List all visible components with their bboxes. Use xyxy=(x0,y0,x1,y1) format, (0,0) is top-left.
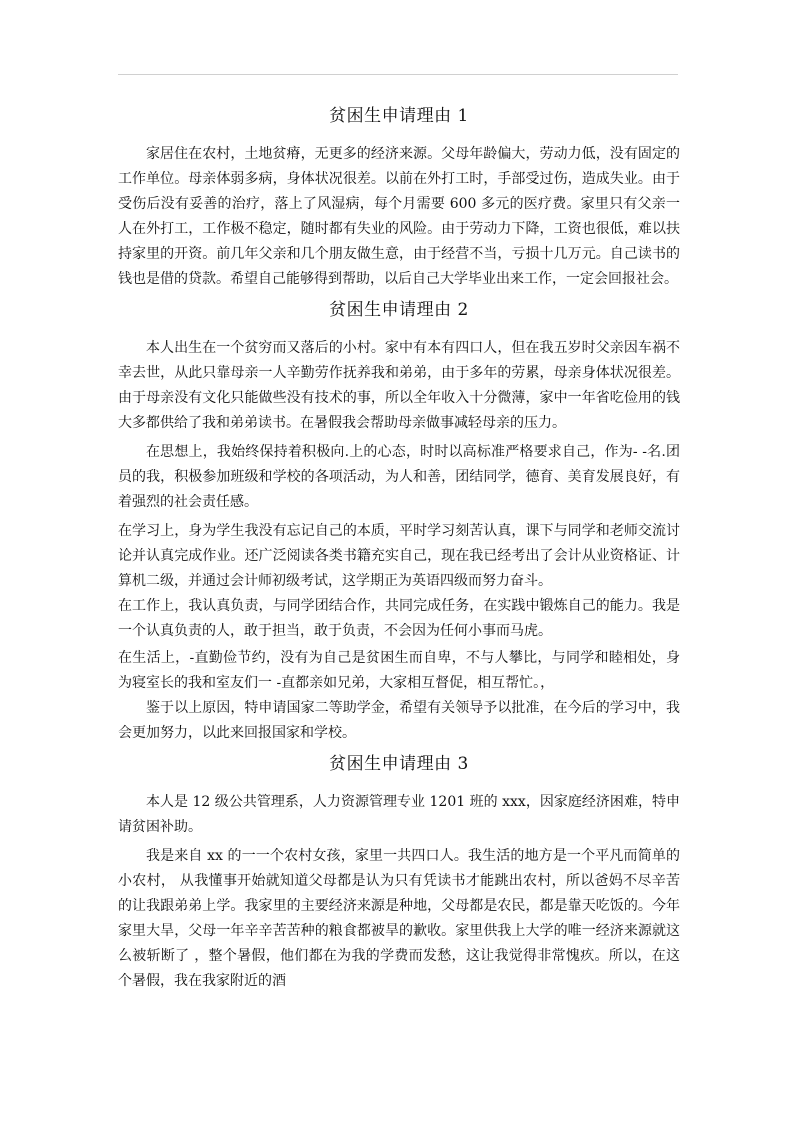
paragraph: 我是来自 xx 的一一个农村女孩，家里一共四口人。我生活的地方是一个平凡而简单的小农村， 从我懂事开始就知道父母都是认为只有凭读书才能跳出农村，所以爸妈不尽辛苦的让我跟弟弟上学。我家里的主要经济来源是种地，父母都是农民，都是靠天吃饭的。今年家里大旱，父母一年辛辛苦苦种的粮食都被旱的歉收。家里供我上大学的唯一经济来源就这么被斩断了 ，整个暑假，他们都在为我的学费而发愁，这让我觉得非常愧疚。所以，在这个暑假，我在我家附近的酒 xyxy=(118,848,680,989)
paragraph: 在思想上，我始终保持着积极向.上的心态，时时以高标准严格要求自己，作为- -名.团员的我，积极参加班级和学校的各项活动，为人和善，团结同学，德育、美育发展良好，有着强烈的社会责任感。 xyxy=(118,444,680,510)
top-divider xyxy=(118,74,678,75)
paragraph: 在工作上，我认真负责，与同学团结合作，共同完成任务，在实践中锻炼自己的能力。我是一个认真负责的人，敢于担当，敢于负责，不会因为任何小事而马虎。 xyxy=(118,598,680,639)
section-title: 贫困生申请理由 1 xyxy=(329,106,469,126)
section-title: 贫困生申请理由 2 xyxy=(329,300,469,320)
paragraph: 在生活上，-直勤俭节约，没有为自己是贫困生而自卑，不与人攀比，与同学和睦相处，身为寝室长的我和室友们一 -直都亲如兄弟，大家相互督促，相互帮忙。， xyxy=(118,650,680,691)
section-title: 贫困生申请理由 3 xyxy=(329,754,469,774)
paragraph: 本人是 12 级公共管理系，人力资源管理专业 1201 班的 xxx，因家庭经济困难，特申请贫困补助。 xyxy=(118,794,680,835)
paragraph: 本人出生在一个贫穷而又落后的小村。家中有本有四口人，但在我五岁时父亲因车祸不幸去世，从此只靠母亲一人辛勤劳作抚养我和弟弟，由于多年的劳累，母亲身体状况很差。由于母亲没有文化只能做些没有技术的事，所以全年收入十分微薄，家中一年省吃俭用的钱大多都供给了我和弟弟读书。在暑假我会帮助母亲做事减轻母亲的压力。 xyxy=(118,340,680,431)
paragraph: 鉴于以上原因，特申请国家二等助学金，希望有关领导予以批准，在今后的学习中，我会更加努力，以此来回报国家和学校。 xyxy=(118,700,680,741)
document-body xyxy=(118,104,680,994)
paragraph: 家居住在农村，土地贫瘠，无更多的经济来源。父母年龄偏大，劳动力低，没有固定的工作单位。母亲体弱多病，身体状况很差。以前在外打工时，手部受过伤，造成失业。由于受伤后没有妥善的治疗，落上了风湿病，每个月需要 600 多元的医疗费。家里只有父亲一人在外打工，工作极不稳定，随时都有失业的风险。由于劳动力下降，工资也很低，难以扶持家里的开资。前几年父亲和几个朋友做生意，由于经营不当，亏损十几万元。自己读书的钱也是借的贷款。希望自己能够得到帮助，以后自己大学毕业出来工作，一定会回报社会。 xyxy=(118,146,680,287)
paragraph: 在学习上，身为学生我没有忘记自己的本质，平时学习刻苦认真，课下与同学和老师交流讨论并认真完成作业。还广泛阅读各类书籍充实自己，现在我已经考出了会计从业资格证、计算机二级，并通过会计师初级考试，这学期正为英语四级而努力奋斗。 xyxy=(118,523,680,589)
